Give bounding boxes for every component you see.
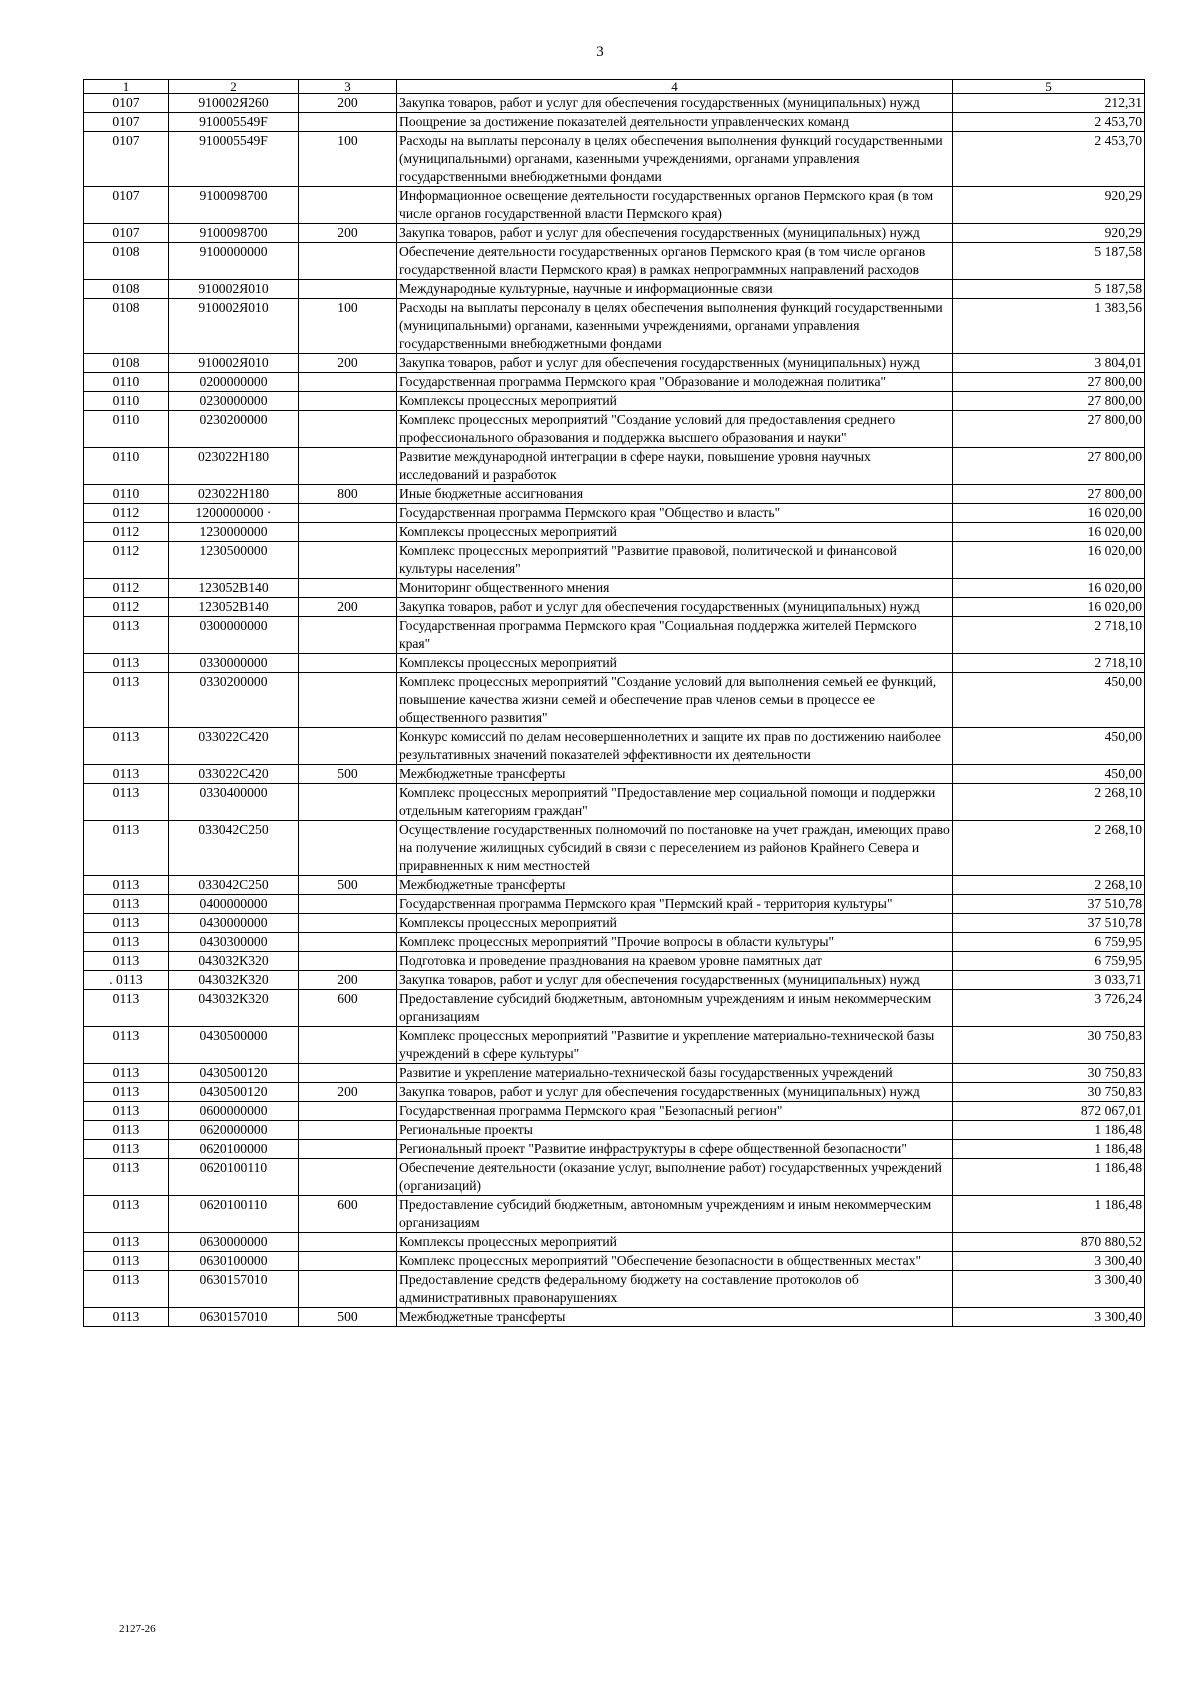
target-article-cell: 023022Н180 (169, 448, 299, 485)
description-cell: Комплексы процессных мероприятий (397, 654, 953, 673)
amount-cell: 30 750,83 (953, 1064, 1145, 1083)
description-cell: Комплекс процессных мероприятий "Прочие вопросы в области культуры" (397, 933, 953, 952)
expense-type-cell (299, 1121, 397, 1140)
target-article-cell: 0400000000 (169, 895, 299, 914)
table-row (84, 1159, 1145, 1196)
document-code: 2127-26 (119, 1623, 156, 1635)
amount-cell: 6 759,95 (953, 952, 1145, 971)
target-article-cell: 0430500120 (169, 1083, 299, 1102)
description-cell: Международные культурные, научные и информационные связи (397, 280, 953, 299)
expense-type-cell: 200 (299, 94, 397, 113)
section-code-cell: 0113 (84, 876, 169, 895)
target-article-cell: 0620100110 (169, 1159, 299, 1196)
target-article-cell: 0620100110 (169, 1196, 299, 1233)
description-cell: Комплекс процессных мероприятий "Создание условий для выполнения семьей ее функций, повышение качества жизни семей и обеспечение прав членов семьи в процессе ее общественного развития" (397, 673, 953, 728)
target-article-cell: 0430500120 (169, 1064, 299, 1083)
section-code-cell: 0112 (84, 598, 169, 617)
expense-type-cell: 100 (299, 299, 397, 354)
description-cell: Межбюджетные трансферты (397, 765, 953, 784)
column-header: 4 (397, 80, 953, 94)
expense-type-cell (299, 1102, 397, 1121)
description-cell: Закупка товаров, работ и услуг для обеспечения государственных (муниципальных) нужд (397, 224, 953, 243)
table-row (84, 1233, 1145, 1252)
description-cell: Конкурс комиссий по делам несовершеннолетних и защите их прав по достижению наиболее результативных значений показателей эффективности их деятельности (397, 728, 953, 765)
amount-cell: 1 186,48 (953, 1159, 1145, 1196)
expense-type-cell (299, 280, 397, 299)
section-code-cell: 0108 (84, 280, 169, 299)
section-code-cell: 0110 (84, 373, 169, 392)
expense-type-cell (299, 933, 397, 952)
amount-cell: 2 268,10 (953, 821, 1145, 876)
section-code-cell: 0113 (84, 617, 169, 654)
target-article-cell: 033042С250 (169, 876, 299, 895)
amount-cell: 5 187,58 (953, 280, 1145, 299)
table-row (84, 617, 1145, 654)
table-body (84, 94, 1145, 1327)
expense-type-cell (299, 448, 397, 485)
table-row (84, 1271, 1145, 1308)
expense-type-cell: 200 (299, 354, 397, 373)
table-row (84, 299, 1145, 354)
target-article-cell: 033042С250 (169, 821, 299, 876)
description-cell: Иные бюджетные ассигнования (397, 485, 953, 504)
table-row (84, 876, 1145, 895)
amount-cell: 3 300,40 (953, 1308, 1145, 1327)
target-article-cell: 0230200000 (169, 411, 299, 448)
column-header: 5 (953, 80, 1145, 94)
expense-type-cell: 500 (299, 876, 397, 895)
section-code-cell: 0113 (84, 1064, 169, 1083)
target-article-cell: 043032К320 (169, 952, 299, 971)
section-code-cell: 0113 (84, 1233, 169, 1252)
description-cell: Комплексы процессных мероприятий (397, 914, 953, 933)
target-article-cell: 910002Я010 (169, 299, 299, 354)
table-row (84, 113, 1145, 132)
target-article-cell: 0230000000 (169, 392, 299, 411)
expense-type-cell (299, 243, 397, 280)
section-code-cell: 0107 (84, 113, 169, 132)
section-code-cell: 0113 (84, 728, 169, 765)
expense-type-cell (299, 617, 397, 654)
target-article-cell: 910002Я010 (169, 280, 299, 299)
target-article-cell: 0330200000 (169, 673, 299, 728)
amount-cell: 2 453,70 (953, 113, 1145, 132)
target-article-cell: 9100000000 (169, 243, 299, 280)
table-row (84, 728, 1145, 765)
amount-cell: 2 718,10 (953, 617, 1145, 654)
table-row (84, 280, 1145, 299)
table-row (84, 914, 1145, 933)
expense-type-cell: 100 (299, 132, 397, 187)
expense-type-cell (299, 1159, 397, 1196)
amount-cell: 16 020,00 (953, 523, 1145, 542)
expense-type-cell (299, 1271, 397, 1308)
table-row (84, 990, 1145, 1027)
amount-cell: 450,00 (953, 765, 1145, 784)
amount-cell: 27 800,00 (953, 448, 1145, 485)
section-code-cell: 0113 (84, 933, 169, 952)
amount-cell: 2 453,70 (953, 132, 1145, 187)
table-row (84, 485, 1145, 504)
target-article-cell: 043032К320 (169, 971, 299, 990)
expense-type-cell (299, 392, 397, 411)
table-row (84, 765, 1145, 784)
description-cell: Расходы на выплаты персоналу в целях обеспечения выполнения функций государственными (муниципальными) органами, казенными учреждениями, органами управления государственными внебюджетными фондами (397, 132, 953, 187)
description-cell: Комплексы процессных мероприятий (397, 392, 953, 411)
section-code-cell: 0110 (84, 392, 169, 411)
amount-cell: 3 300,40 (953, 1271, 1145, 1308)
table-row (84, 1140, 1145, 1159)
description-cell: Региональные проекты (397, 1121, 953, 1140)
description-cell: Развитие и укрепление материально-технической базы государственных учреждений (397, 1064, 953, 1083)
description-cell: Закупка товаров, работ и услуг для обеспечения государственных (муниципальных) нужд (397, 1083, 953, 1102)
expense-type-cell: 200 (299, 1083, 397, 1102)
target-article-cell: 123052В140 (169, 579, 299, 598)
expense-type-cell (299, 654, 397, 673)
table-row (84, 1064, 1145, 1083)
description-cell: Региональный проект "Развитие инфраструктуры в сфере общественной безопасности" (397, 1140, 953, 1159)
amount-cell: 450,00 (953, 728, 1145, 765)
target-article-cell: 910005549F (169, 132, 299, 187)
amount-cell: 2 718,10 (953, 654, 1145, 673)
budget-table (83, 79, 1145, 1327)
amount-cell: 27 800,00 (953, 411, 1145, 448)
amount-cell: 30 750,83 (953, 1083, 1145, 1102)
target-article-cell: 0430000000 (169, 914, 299, 933)
section-code-cell: 0113 (84, 784, 169, 821)
table-row (84, 1308, 1145, 1327)
amount-cell: 3 804,01 (953, 354, 1145, 373)
expense-type-cell (299, 914, 397, 933)
section-code-cell: 0113 (84, 990, 169, 1027)
amount-cell: 1 186,48 (953, 1140, 1145, 1159)
description-cell: Обеспечение деятельности государственных органов Пермского края (в том числе органов государственной власти Пермского края) в рамках непрограммных направлений расходов (397, 243, 953, 280)
target-article-cell: 910005549F (169, 113, 299, 132)
section-code-cell: . 0113 (84, 971, 169, 990)
description-cell: Закупка товаров, работ и услуг для обеспечения государственных (муниципальных) нужд (397, 971, 953, 990)
description-cell: Предоставление субсидий бюджетным, автономным учреждениям и иным некоммерческим организациям (397, 990, 953, 1027)
expense-type-cell (299, 504, 397, 523)
section-code-cell: 0108 (84, 243, 169, 280)
expense-type-cell (299, 411, 397, 448)
description-cell: Информационное освещение деятельности государственных органов Пермского края (в том числе органов государственной власти Пермского края) (397, 187, 953, 224)
amount-cell: 3 300,40 (953, 1252, 1145, 1271)
description-cell: Закупка товаров, работ и услуг для обеспечения государственных (муниципальных) нужд (397, 94, 953, 113)
target-article-cell: 0630157010 (169, 1271, 299, 1308)
description-cell: Расходы на выплаты персоналу в целях обеспечения выполнения функций государственными (муниципальными) органами, казенными учреждениями, органами управления государственными внебюджетными фондами (397, 299, 953, 354)
expense-type-cell: 600 (299, 1196, 397, 1233)
target-article-cell: 9100098700 (169, 187, 299, 224)
amount-cell: 920,29 (953, 187, 1145, 224)
description-cell: Комплекс процессных мероприятий "Предоставление мер социальной помощи и поддержки отдельным категориям граждан" (397, 784, 953, 821)
section-code-cell: 0110 (84, 448, 169, 485)
expense-type-cell (299, 1252, 397, 1271)
amount-cell: 872 067,01 (953, 1102, 1145, 1121)
table-row (84, 1252, 1145, 1271)
description-cell: Поощрение за достижение показателей деятельности управленческих команд (397, 113, 953, 132)
amount-cell: 16 020,00 (953, 542, 1145, 579)
amount-cell: 16 020,00 (953, 504, 1145, 523)
amount-cell: 3 726,24 (953, 990, 1145, 1027)
section-code-cell: 0107 (84, 224, 169, 243)
amount-cell: 450,00 (953, 673, 1145, 728)
table-row (84, 354, 1145, 373)
section-code-cell: 0113 (84, 895, 169, 914)
description-cell: Государственная программа Пермского края "Пермский край - территория культуры" (397, 895, 953, 914)
expense-type-cell (299, 1064, 397, 1083)
amount-cell: 1 186,48 (953, 1196, 1145, 1233)
section-code-cell: 0110 (84, 411, 169, 448)
target-article-cell: 0620100000 (169, 1140, 299, 1159)
expense-type-cell: 500 (299, 765, 397, 784)
description-cell: Мониторинг общественного мнения (397, 579, 953, 598)
target-article-cell: 033022С420 (169, 728, 299, 765)
section-code-cell: 0113 (84, 1252, 169, 1271)
target-article-cell: 123052В140 (169, 598, 299, 617)
table-row (84, 654, 1145, 673)
section-code-cell: 0107 (84, 187, 169, 224)
target-article-cell: 0630000000 (169, 1233, 299, 1252)
target-article-cell: 0630100000 (169, 1252, 299, 1271)
table-row (84, 1027, 1145, 1064)
description-cell: Комплексы процессных мероприятий (397, 523, 953, 542)
table-row (84, 523, 1145, 542)
table-row (84, 673, 1145, 728)
description-cell: Закупка товаров, работ и услуг для обеспечения государственных (муниципальных) нужд (397, 354, 953, 373)
target-article-cell: 0300000000 (169, 617, 299, 654)
description-cell: Осуществление государственных полномочий по постановке на учет граждан, имеющих право на получение жилищных субсидий в связи с переселением из районов Крайнего Севера и приравненных к ним местностей (397, 821, 953, 876)
amount-cell: 30 750,83 (953, 1027, 1145, 1064)
expense-type-cell: 500 (299, 1308, 397, 1327)
table-row (84, 598, 1145, 617)
section-code-cell: 0113 (84, 1140, 169, 1159)
amount-cell: 1 186,48 (953, 1121, 1145, 1140)
section-code-cell: 0113 (84, 914, 169, 933)
expense-type-cell (299, 1027, 397, 1064)
target-article-cell: 0600000000 (169, 1102, 299, 1121)
table-row (84, 94, 1145, 113)
target-article-cell: 0430300000 (169, 933, 299, 952)
column-header: 1 (84, 80, 169, 94)
expense-type-cell (299, 952, 397, 971)
column-header: 2 (169, 80, 299, 94)
target-article-cell: 1200000000 · (169, 504, 299, 523)
description-cell: Подготовка и проведение празднования на краевом уровне памятных дат (397, 952, 953, 971)
expense-type-cell (299, 821, 397, 876)
target-article-cell: 910002Я010 (169, 354, 299, 373)
section-code-cell: 0113 (84, 821, 169, 876)
amount-cell: 16 020,00 (953, 598, 1145, 617)
page-number: 3 (596, 44, 604, 60)
amount-cell: 2 268,10 (953, 876, 1145, 895)
target-article-cell: 0200000000 (169, 373, 299, 392)
section-code-cell: 0112 (84, 542, 169, 579)
section-code-cell: 0107 (84, 94, 169, 113)
description-cell: Государственная программа Пермского края "Образование и молодежная политика" (397, 373, 953, 392)
expense-type-cell: 600 (299, 990, 397, 1027)
description-cell: Обеспечение деятельности (оказание услуг, выполнение работ) государственных учреждений (организаций) (397, 1159, 953, 1196)
description-cell: Государственная программа Пермского края "Безопасный регион" (397, 1102, 953, 1121)
section-code-cell: 0113 (84, 673, 169, 728)
section-code-cell: 0113 (84, 1159, 169, 1196)
section-code-cell: 0113 (84, 952, 169, 971)
section-code-cell: 0113 (84, 1102, 169, 1121)
table-row (84, 952, 1145, 971)
header-row (84, 80, 1145, 94)
description-cell: Предоставление средств федеральному бюджету на составление протоколов об административных правонарушениях (397, 1271, 953, 1308)
expense-type-cell: 800 (299, 485, 397, 504)
expense-type-cell (299, 728, 397, 765)
description-cell: Комплекс процессных мероприятий "Создание условий для предоставления среднего профессионального образования и поддержка высшего образования и науки" (397, 411, 953, 448)
table-row (84, 392, 1145, 411)
amount-cell: 6 759,95 (953, 933, 1145, 952)
description-cell: Комплекс процессных мероприятий "Развитие правовой, политической и финансовой культуры населения" (397, 542, 953, 579)
amount-cell: 920,29 (953, 224, 1145, 243)
expense-type-cell: 200 (299, 224, 397, 243)
expense-type-cell (299, 113, 397, 132)
target-article-cell: 1230500000 (169, 542, 299, 579)
section-code-cell: 0113 (84, 654, 169, 673)
target-article-cell: 0330000000 (169, 654, 299, 673)
target-article-cell: 023022Н180 (169, 485, 299, 504)
table-row (84, 933, 1145, 952)
description-cell: Межбюджетные трансферты (397, 1308, 953, 1327)
expense-type-cell (299, 542, 397, 579)
table-row (84, 504, 1145, 523)
table-row (84, 243, 1145, 280)
description-cell: Комплекс процессных мероприятий "Развитие и укрепление материально-технической базы учреждений в сфере культуры" (397, 1027, 953, 1064)
description-cell: Развитие международной интеграции в сфере науки, повышение уровня научных исследований и разработок (397, 448, 953, 485)
target-article-cell: 910002Я260 (169, 94, 299, 113)
amount-cell: 5 187,58 (953, 243, 1145, 280)
expense-type-cell (299, 579, 397, 598)
amount-cell: 37 510,78 (953, 895, 1145, 914)
table-row (84, 224, 1145, 243)
section-code-cell: 0113 (84, 1121, 169, 1140)
section-code-cell: 0113 (84, 1271, 169, 1308)
description-cell: Закупка товаров, работ и услуг для обеспечения государственных (муниципальных) нужд (397, 598, 953, 617)
section-code-cell: 0108 (84, 354, 169, 373)
section-code-cell: 0110 (84, 485, 169, 504)
amount-cell: 2 268,10 (953, 784, 1145, 821)
amount-cell: 16 020,00 (953, 579, 1145, 598)
amount-cell: 27 800,00 (953, 373, 1145, 392)
section-code-cell: 0113 (84, 1027, 169, 1064)
target-article-cell: 0620000000 (169, 1121, 299, 1140)
expense-type-cell (299, 1140, 397, 1159)
description-cell: Межбюджетные трансферты (397, 876, 953, 895)
target-article-cell: 043032К320 (169, 990, 299, 1027)
expense-type-cell (299, 784, 397, 821)
amount-cell: 870 880,52 (953, 1233, 1145, 1252)
expense-type-cell (299, 895, 397, 914)
expense-type-cell (299, 187, 397, 224)
section-code-cell: 0107 (84, 132, 169, 187)
table-row (84, 448, 1145, 485)
table-row (84, 1121, 1145, 1140)
table-row (84, 1102, 1145, 1121)
expense-type-cell (299, 673, 397, 728)
target-article-cell: 0430500000 (169, 1027, 299, 1064)
description-cell: Комплекс процессных мероприятий "Обеспечение безопасности в общественных местах" (397, 1252, 953, 1271)
table-row (84, 784, 1145, 821)
table-row (84, 579, 1145, 598)
amount-cell: 212,31 (953, 94, 1145, 113)
section-code-cell: 0113 (84, 1083, 169, 1102)
target-article-cell: 0630157010 (169, 1308, 299, 1327)
target-article-cell: 9100098700 (169, 224, 299, 243)
amount-cell: 27 800,00 (953, 392, 1145, 411)
target-article-cell: 033022С420 (169, 765, 299, 784)
description-cell: Государственная программа Пермского края "Социальная поддержка жителей Пермского края" (397, 617, 953, 654)
table-row (84, 373, 1145, 392)
table-row (84, 132, 1145, 187)
table-row (84, 542, 1145, 579)
description-cell: Государственная программа Пермского края "Общество и власть" (397, 504, 953, 523)
section-code-cell: 0112 (84, 579, 169, 598)
amount-cell: 27 800,00 (953, 485, 1145, 504)
expense-type-cell (299, 373, 397, 392)
section-code-cell: 0108 (84, 299, 169, 354)
table-row (84, 1196, 1145, 1233)
amount-cell: 37 510,78 (953, 914, 1145, 933)
table-row (84, 971, 1145, 990)
amount-cell: 3 033,71 (953, 971, 1145, 990)
expense-type-cell (299, 1233, 397, 1252)
table-row (84, 1083, 1145, 1102)
expense-type-cell (299, 523, 397, 542)
table-row (84, 821, 1145, 876)
table-row (84, 411, 1145, 448)
section-code-cell: 0113 (84, 1196, 169, 1233)
table-row (84, 895, 1145, 914)
target-article-cell: 0330400000 (169, 784, 299, 821)
amount-cell: 1 383,56 (953, 299, 1145, 354)
expense-type-cell: 200 (299, 971, 397, 990)
target-article-cell: 1230000000 (169, 523, 299, 542)
section-code-cell: 0112 (84, 504, 169, 523)
section-code-cell: 0112 (84, 523, 169, 542)
table-row (84, 187, 1145, 224)
section-code-cell: 0113 (84, 765, 169, 784)
description-cell: Комплексы процессных мероприятий (397, 1233, 953, 1252)
description-cell: Предоставление субсидий бюджетным, автономным учреждениям и иным некоммерческим организациям (397, 1196, 953, 1233)
expense-type-cell: 200 (299, 598, 397, 617)
column-header: 3 (299, 80, 397, 94)
section-code-cell: 0113 (84, 1308, 169, 1327)
